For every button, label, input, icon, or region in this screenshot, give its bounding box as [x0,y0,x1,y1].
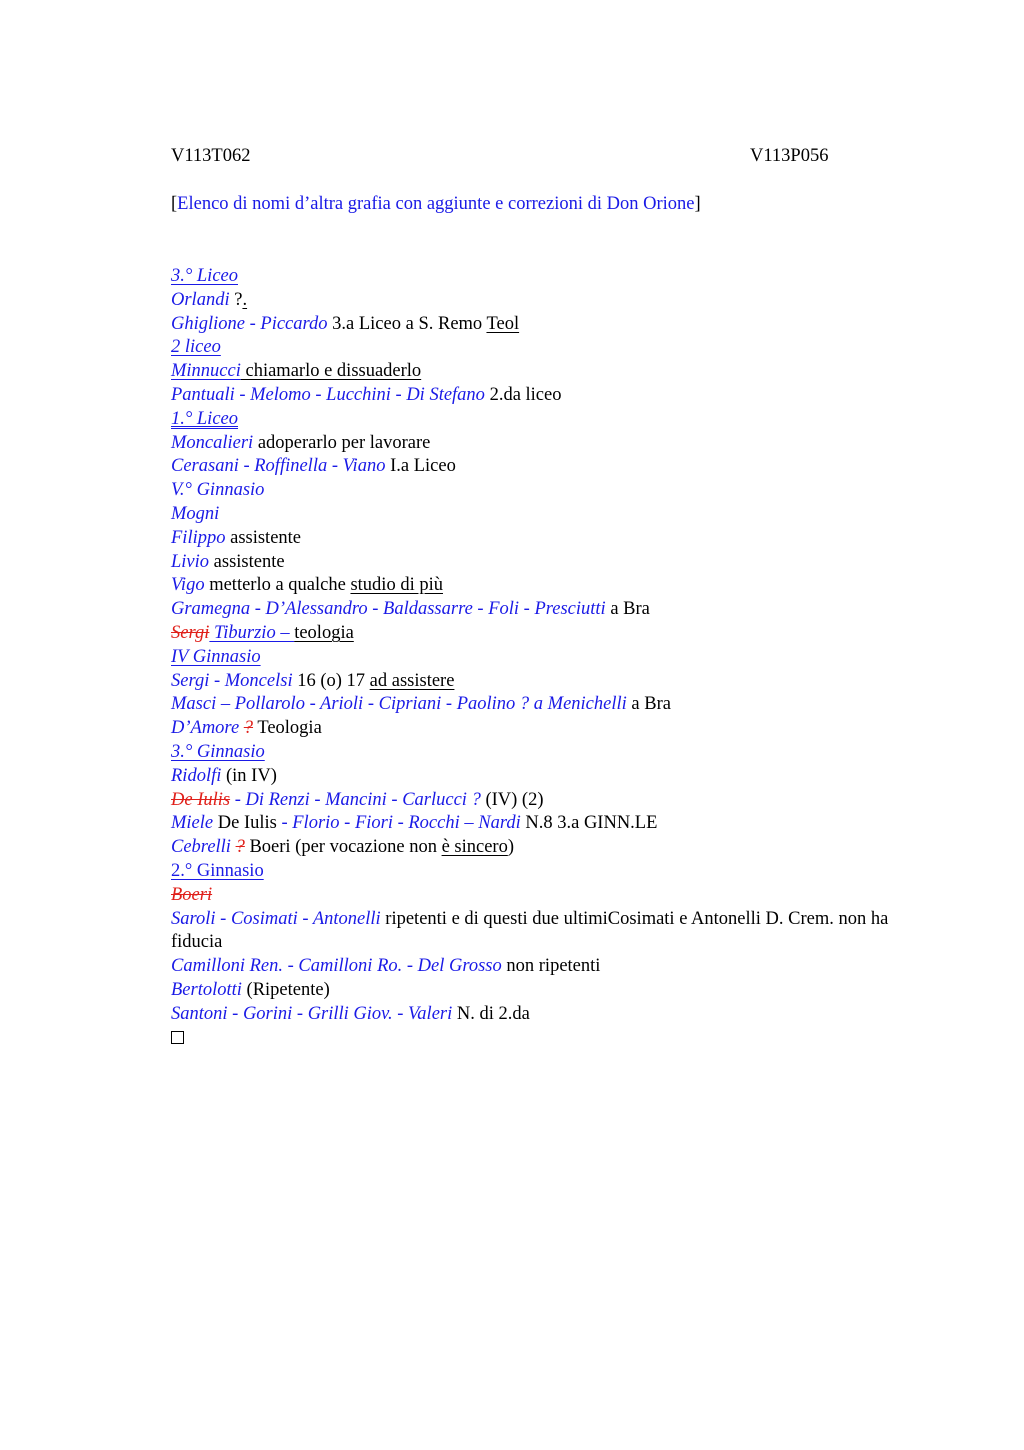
names: Camilloni Ren. - Camilloni Ro. - Del Grosso [171,956,502,977]
names: Vigo [171,575,205,596]
section-heading [171,408,931,432]
names: Filippo [171,527,226,548]
section-heading [171,265,931,289]
note: 2.da liceo [484,384,562,405]
note-underlined: è sincero [441,837,508,858]
note: non ripetenti [501,956,601,977]
list-item [171,503,931,527]
list-item [171,765,931,789]
list-item [171,836,931,860]
names: Gramegna - D’Alessandro - Baldassarre - Foli - Presciutti [171,599,606,620]
names: Mogni [171,503,220,524]
title-text: Elenco di nomi d’altra grafia con aggiunte e correzioni di Don Orione [177,194,695,214]
note: Teologia [253,718,322,739]
list-item [171,527,931,551]
heading-text: 3.° Ginnasio [171,741,265,762]
name-list [171,265,931,1050]
list-item [171,979,931,1003]
names-continued: - Florio - Fiori - Rocchi – Nardi [281,813,521,834]
note-underlined: . [242,289,248,310]
names: Orlandi [171,289,230,310]
heading-text: 2.° Ginnasio [171,860,264,881]
names: Miele [171,813,214,834]
list-item [171,955,931,979]
list-item [171,598,931,622]
names: Masci – Pollarolo - Arioli - Cipriani - Paolino ? a Menichelli [171,694,627,715]
note: I.a Liceo [385,456,456,477]
note: N. di 2.da [452,1003,530,1024]
note: (IV) (2) [480,789,544,810]
struck-name: De Iulis [171,789,231,810]
document-code-left: V113T062 [171,146,251,166]
names: Sergi - Moncelsi [171,670,293,691]
heading-text: 2 liceo [171,337,221,358]
note: assistente [225,527,302,548]
note-close: ) [507,837,515,858]
list-item [171,812,931,836]
document-title [171,194,701,215]
names: Santoni - Gorini - Grilli Giov. - Valeri [171,1003,453,1024]
title-bracket-close: ] [694,194,701,214]
list-item [171,717,931,741]
note: ripetenti e di questi due ultimiCosimati e Antonelli D. Crem. non ha fiducia [171,908,889,953]
note: ? [229,289,243,310]
note: 16 (o) 17 [292,670,370,691]
list-item [171,622,931,646]
names: Ghiglione - Piccardo [171,313,328,334]
note-underlined: teologia [294,622,354,643]
struck-mark: ? [235,837,245,858]
heading-text: 1.° Liceo [171,408,238,429]
names: D’Amore [171,718,244,739]
list-item [171,432,931,456]
list-item [171,289,931,313]
list-item [171,1003,931,1027]
names: Moncalieri [171,432,254,453]
note: (in IV) [221,765,277,786]
heading-text: 3.° Liceo [171,266,238,286]
note: a Bra [605,599,650,620]
section-heading [171,860,931,884]
document-code-right: V113P056 [750,146,829,166]
section-heading [171,336,931,360]
note: a Bra [626,694,671,715]
list-item [171,789,931,813]
square-box-icon [171,1031,184,1044]
heading-text: IV Ginnasio [171,646,261,667]
list-item [171,455,931,479]
names: Livio [171,551,210,572]
section-heading [171,646,931,670]
names: Pantuali - Melomo - Lucchini - Di Stefano [171,384,485,405]
list-item [171,884,931,908]
struck-name: Sergi [171,622,210,643]
note: metterlo a qualche [204,575,351,596]
note-underlined: studio di più [350,575,443,596]
note: Boeri (per vocazione non [244,837,442,858]
note: (Ripetente) [241,979,330,1000]
note-underlined: ad assistere [369,670,455,691]
note-trailing: N.8 3.a GINN.LE [520,813,658,834]
struck-mark: ? [243,718,254,739]
note-underlined: Teol [486,313,520,334]
names: Minnucci [171,361,241,382]
end-marker [171,1027,931,1051]
names: Cebrelli [171,837,236,858]
note: 3.a Liceo a S. Remo [327,313,487,334]
section-heading [171,479,931,503]
list-item [171,908,931,956]
section-heading [171,741,931,765]
note: adoperarlo per lavorare [253,432,431,453]
struck-name: Boeri [171,884,213,905]
note: assistente [209,551,285,572]
note-underlined: chiamarlo e dissuaderlo [240,361,422,382]
list-item [171,384,931,408]
list-item [171,313,931,337]
heading-text: V.° Ginnasio [171,480,265,501]
list-item [171,670,931,694]
names: Ridolfi [171,765,222,786]
names: Bertolotti [171,979,242,1000]
list-item [171,574,931,598]
title-bracket-open: [ [171,194,178,214]
list-item [171,551,931,575]
names: Cerasani - Roffinella - Viano [171,456,386,477]
names: - Di Renzi - Mancini - Carlucci ? [230,789,481,810]
list-item [171,693,931,717]
note: De Iulis [213,813,282,834]
names: Saroli - Cosimati - Antonelli [171,908,381,929]
names: Tiburzio – [209,622,295,643]
list-item [171,360,931,384]
